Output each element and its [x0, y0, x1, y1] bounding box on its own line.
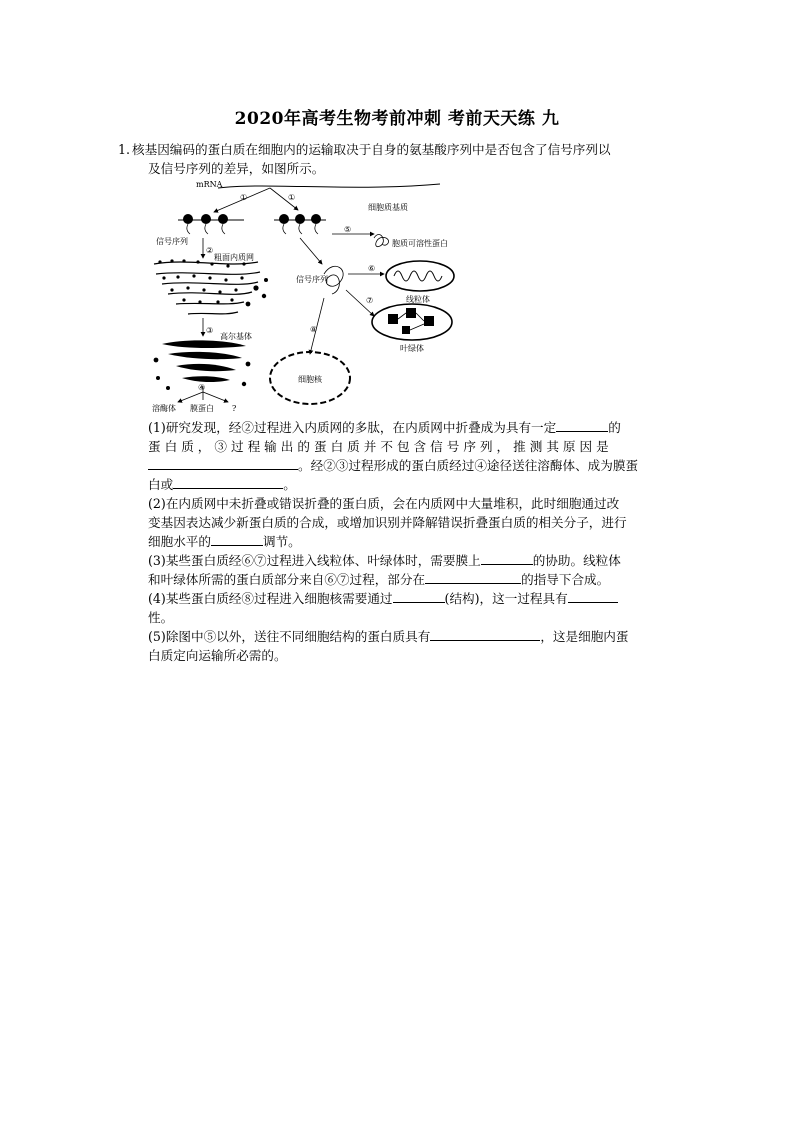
subquestion-2-line3 [148, 532, 676, 551]
label-golgi: 高尔基体 [220, 332, 252, 341]
label-step1-left: ① [240, 193, 248, 202]
label-step1-right: ① [288, 193, 296, 202]
label-unknown: ? [232, 404, 237, 413]
q2-text-a: (2)在内质网中未折叠或错误折叠的蛋白质，会在内质网中大量堆积，此时细胞通过改 [148, 496, 620, 511]
q2-text-b: 变基因表达减少新蛋白质的合成，或增加识别并降解错误折叠蛋白质的相关分子，进行 [148, 515, 627, 530]
q1-text-a: (1)研究发现，经②过程进入内质网的多肽，在内质网中折叠成为具有一定 [148, 420, 557, 435]
answer-blank-6[interactable] [425, 571, 521, 584]
label-rough-er: 粗面内质网 [214, 253, 254, 262]
question-number: 1. [118, 142, 131, 157]
subquestion-1-line3 [148, 456, 676, 475]
mrna-strand [218, 184, 440, 188]
label-step5: ⑤ [344, 225, 352, 234]
answer-blank-1[interactable] [556, 419, 608, 432]
q3-text-c: 和叶绿体所需的蛋白质部分来自⑥⑦过程，部分在 [148, 572, 426, 587]
q3-text-b: 的协助。线粒体 [532, 553, 621, 568]
label-step6: ⑥ [368, 264, 376, 273]
chloroplast-shape [372, 304, 452, 340]
answer-blank-8[interactable] [568, 590, 618, 603]
subquestion-1-line2 [148, 437, 676, 456]
answer-blank-3[interactable] [173, 476, 283, 489]
subquestion-1-line1 [148, 418, 676, 437]
label-step7: ⑦ [366, 296, 374, 305]
q1-text-f: 。 [283, 477, 296, 492]
label-step2: ② [206, 246, 214, 255]
subquestion-1-line4 [148, 475, 676, 494]
subquestion-3-line1 [148, 551, 676, 570]
arrow-4-left [178, 392, 203, 402]
page-title: 2020年高考生物考前冲刺 考前天天练 九 [234, 109, 560, 129]
q4-text-c: 性。 [148, 610, 174, 625]
arrow-right-down [300, 238, 322, 264]
q1-text-d: 。经②③过程形成的蛋白质经过④途径送往溶酶体、成为膜蛋 [298, 458, 639, 473]
label-mrna: mRNA [196, 180, 223, 189]
answer-blank-2[interactable] [148, 457, 298, 470]
subquestion-2-line1 [148, 494, 676, 513]
q5-text-c: 白质定向运输所必需的。 [148, 648, 287, 663]
subquestion-4-line2 [148, 608, 676, 627]
question-intro-line1: 核基因编码的蛋白质在细胞内的运输取决于自身的氨基酸序列中是否包含了信号序列以 [132, 142, 611, 157]
soluble-protein-coil [374, 234, 389, 246]
question-intro-line2: 及信号序列的差异，如图所示。 [148, 161, 325, 176]
rough-er-shape [154, 262, 260, 314]
q3-text-d: 的指导下合成。 [521, 572, 610, 587]
answer-blank-5[interactable] [481, 552, 533, 565]
q1-text-c: 蛋 白 质 ， ③ 过 程 输 出 的 蛋 白 质 并 不 包 含 信 号 序 列 ， 推 测 其 原 因 是 [148, 439, 609, 454]
q4-text-a: (4)某些蛋白质经⑧过程进入细胞核需要通过 [148, 591, 393, 606]
label-nucleus: 细胞核 [298, 375, 322, 384]
answer-blank-7[interactable] [393, 590, 445, 603]
subquestion-5-line1 [148, 627, 676, 646]
q4-text-b: (结构)，这一过程具有 [444, 591, 568, 606]
q5-text-b: ，这是细胞内蛋 [540, 629, 629, 644]
protein-transport-diagram [148, 178, 468, 414]
ribosomes-left [178, 214, 244, 234]
label-signal-seq-right: 信号序列 [296, 275, 328, 284]
subquestion-2-line2 [148, 513, 676, 532]
label-mitochondria: 线粒体 [406, 295, 430, 304]
q3-text-a: (3)某些蛋白质经⑥⑦过程进入线粒体、叶绿体时，需要膜上 [148, 553, 481, 568]
answer-blank-4[interactable] [211, 533, 263, 546]
q2-text-c: 细胞水平的 [148, 534, 211, 549]
label-step8: ⑧ [310, 325, 318, 334]
subquestion-3-line2 [148, 570, 676, 589]
subquestion-4-line1 [148, 589, 676, 608]
label-cytoplasm-matrix: 细胞质基质 [368, 203, 408, 212]
label-soluble-protein: 胞质可溶性蛋白 [392, 239, 448, 248]
q1-text-e: 白或 [148, 477, 174, 492]
label-membrane-protein: 膜蛋白 [190, 404, 214, 413]
question-stem [118, 140, 678, 178]
mitochondrion [386, 261, 454, 291]
ribosomes-right [274, 214, 326, 234]
answer-blank-9[interactable] [430, 628, 540, 641]
label-lysosome: 溶酶体 [152, 404, 176, 413]
label-step3: ③ [206, 326, 214, 335]
subquestion-5-line2 [148, 646, 676, 665]
arrow-4-right [203, 392, 228, 402]
label-step4: ④ [198, 383, 206, 392]
label-signal-seq-left: 信号序列 [156, 237, 188, 246]
q2-text-d: 调节。 [262, 534, 301, 549]
q5-text-a: (5)除图中⑤以外，送往不同细胞结构的蛋白质具有 [148, 629, 431, 644]
q1-text-b: 的 [608, 420, 621, 435]
label-chloroplast: 叶绿体 [400, 344, 424, 353]
